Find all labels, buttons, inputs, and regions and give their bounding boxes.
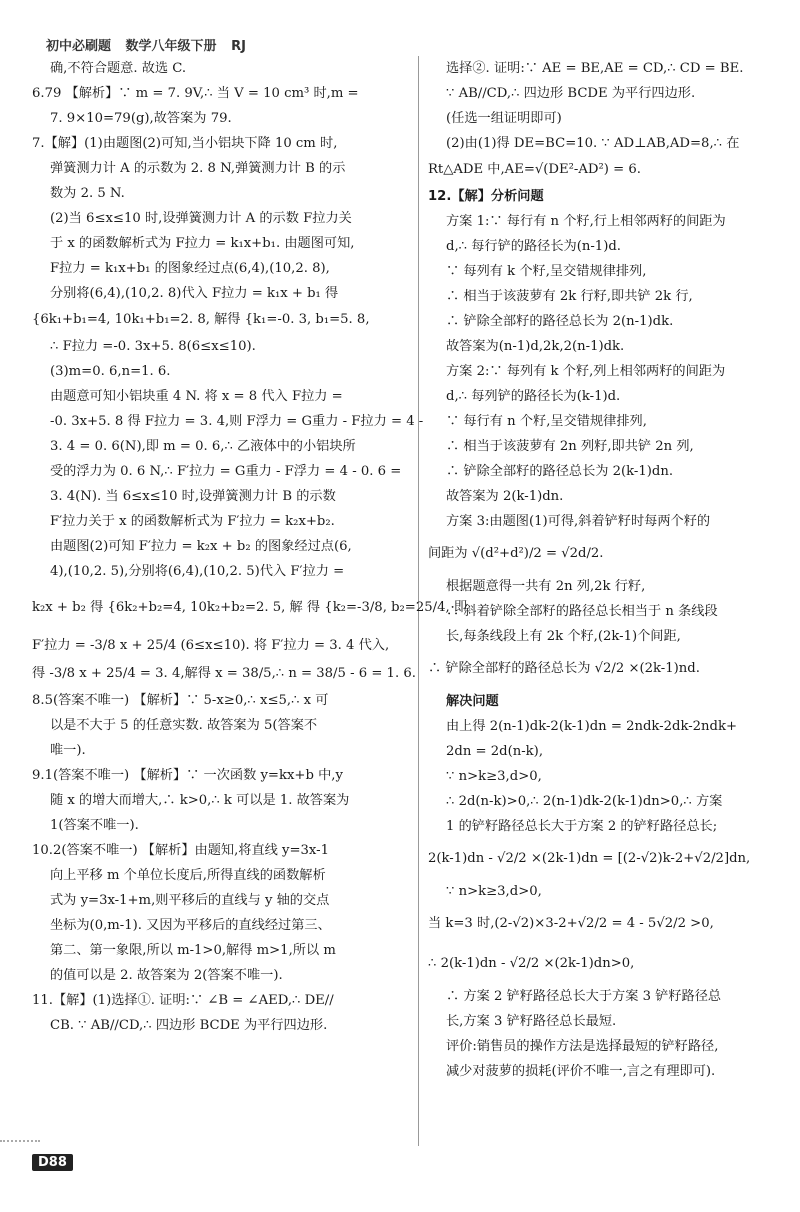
text-line: 长,方案 3 铲籽路径总长最短. — [446, 1014, 617, 1029]
text-line: 数为 2. 5 N. — [50, 186, 125, 201]
text-line: F′拉力关于 x 的函数解析式为 F′拉力 = k₂x+b₂. — [50, 514, 335, 529]
text-line: 唯一). — [50, 743, 86, 758]
text-line: 向上平移 m 个单位长度后,所得直线的函数解析 — [50, 868, 326, 883]
text-line: 方案 1:∵ 每行有 n 个籽,行上相邻两籽的间距为 — [446, 214, 726, 229]
text-line: d,∴ 每列铲的路径长为(k-1)d. — [446, 389, 621, 404]
text-line: ∴ 斜着铲除全部籽的路径总长相当于 n 条线段 — [446, 604, 718, 619]
text-line: ∴ 铲除全部籽的路径总长为 2(n-1)dk. — [446, 314, 674, 329]
answer-7-line: 7.【解】(1)由题图(2)可知,当小铝块下降 10 cm 时, — [32, 136, 338, 151]
text-line: 以是不大于 5 的任意实数. 故答案为 5(答案不 — [50, 718, 318, 733]
text-line: 2dn = 2d(n-k), — [446, 744, 544, 759]
equation-system: k₂x + b₂ 得 {6k₂+b₂=4, 10k₂+b₂=2. 5, 解 得 {k₂=-3/8, b₂=25/4, 即 — [32, 600, 468, 615]
equation-system: {6k₁+b₁=4, 10k₁+b₁=2. 8, 解得 {k₁=-0. 3, b₁=5. 8, — [32, 312, 370, 327]
text-line: ∵ n>k≥3,d>0, — [446, 769, 542, 784]
text-line: 减少对菠萝的损耗(评价不唯一,言之有理即可). — [446, 1064, 716, 1079]
text-line: ∵ AB//CD,∴ 四边形 BCDE 为平行四边形. — [446, 86, 696, 101]
text-line: 3. 4 = 0. 6(N),即 m = 0. 6,∴ 乙液体中的小铝块所 — [50, 439, 356, 454]
text-line: -0. 3x+5. 8 得 F拉力 = 3. 4,则 F浮力 = G重力 - F拉力 = 4 - — [50, 414, 424, 429]
answer-8-line: 8.5(答案不唯一) 【解析】∵ 5-x≥0,∴ x≤5,∴ x 可 — [32, 693, 329, 708]
text-line: 选择②. 证明:∵ AE = BE,AE = CD,∴ CD = BE. — [446, 61, 744, 76]
text-line: 第二、第一象限,所以 m-1>0,解得 m>1,所以 m — [50, 943, 336, 958]
text-line: (2)由(1)得 DE=BC=10. ∵ AD⊥AB,AD=8,∴ 在 — [446, 136, 740, 151]
text-line: ∵ 每列有 k 个籽,呈交错规律排列, — [446, 264, 647, 279]
page-number: D88 — [32, 1154, 73, 1171]
text-line: 弹簧测力计 A 的示数为 2. 8 N,弹簧测力计 B 的示 — [50, 161, 346, 176]
text-line: 分别将(6,4),(10,2. 8)代入 F拉力 = k₁x + b₁ 得 — [50, 286, 339, 301]
text-line: ∴ 相当于该菠萝有 2k 行籽,即共铲 2k 行, — [446, 289, 693, 304]
edition-label: RJ — [231, 39, 246, 54]
text-line: 1(答案不唯一). — [50, 818, 139, 833]
solve-heading: 解决问题 — [446, 694, 499, 709]
page-footer — [32, 1150, 92, 1172]
text-line: 由题意可知小铝块重 4 N. 将 x = 8 代入 F拉力 = — [50, 389, 343, 404]
text-line: 式为 y=3x-1+m,则平移后的直线与 y 轴的交点 — [50, 893, 330, 908]
text-line: ∴ 铲除全部籽的路径总长为 √2/2 ×(2k-1)nd. — [428, 661, 700, 676]
subject-title: 数学八年级下册 — [125, 39, 217, 54]
text-line: 由上得 2(n-1)dk-2(k-1)dn = 2ndk-2dk-2ndk+ — [446, 719, 738, 734]
text-line: d,∴ 每行铲的路径长为(n-1)d. — [446, 239, 621, 254]
text-line: ∵ 每行有 n 个籽,呈交错规律排列, — [446, 414, 647, 429]
text-line: (3)m=0. 6,n=1. 6. — [50, 364, 171, 379]
text-line: 受的浮力为 0. 6 N,∴ F′拉力 = G重力 - F浮力 = 4 - 0. 6 = — [50, 464, 402, 479]
text-line: 确,不符合题意. 故选 C. — [50, 61, 187, 76]
text-line: ∴ 铲除全部籽的路径总长为 2(k-1)dn. — [446, 464, 674, 479]
text-line: ∴ 相当于该菠萝有 2n 列籽,即共铲 2n 列, — [446, 439, 694, 454]
answer-10-line: 10.2(答案不唯一) 【解析】由题知,将直线 y=3x-1 — [32, 843, 329, 858]
text-line: 间距为 √(d²+d²)/2 = √2d/2. — [428, 546, 604, 561]
text-line: 1 的铲籽路径总长大于方案 2 的铲籽路径总长; — [446, 819, 718, 834]
text-line: 由题图(2)可知 F′拉力 = k₂x + b₂ 的图象经过点(6, — [50, 539, 352, 554]
text-line: Rt△ADE 中,AE=√(DE²-AD²) = 6. — [428, 162, 641, 177]
text-line: 坐标为(0,m-1). 又因为平移后的直线经过第三、 — [50, 918, 331, 933]
text-line: 3. 4(N). 当 6≤x≤10 时,设弹簧测力计 B 的示数 — [50, 489, 336, 504]
answer-11-line: 11.【解】(1)选择①. 证明:∵ ∠B = ∠AED,∴ DE// — [32, 993, 334, 1008]
right-column — [428, 56, 774, 1084]
text-line: ∴ 2(k-1)dn - √2/2 ×(2k-1)dn>0, — [428, 956, 635, 971]
answer-6-line: 6.79 【解析】∵ m = 7. 9V,∴ 当 V = 10 cm³ 时,m = — [32, 86, 359, 101]
text-line: F拉力 = k₁x+b₁ 的图象经过点(6,4),(10,2. 8), — [50, 261, 330, 276]
text-line: ∴ F拉力 =-0. 3x+5. 8(6≤x≤10). — [50, 339, 256, 354]
text-line: 于 x 的函数解析式为 F拉力 = k₁x+b₁. 由题图可知, — [50, 236, 355, 251]
text-line: 方案 2:∵ 每列有 k 个籽,列上相邻两籽的间距为 — [446, 364, 726, 379]
text-line: (2)当 6≤x≤10 时,设弹簧测力计 A 的示数 F拉力关 — [50, 211, 352, 226]
text-line: 方案 3:由题图(1)可得,斜着铲籽时每两个籽的 — [446, 514, 711, 529]
text-line: 的值可以是 2. 故答案为 2(答案不唯一). — [50, 968, 283, 983]
text-line: (任选一组证明即可) — [446, 111, 562, 126]
text-line: ∴ 方案 2 铲籽路径总长大于方案 3 铲籽路径总 — [446, 989, 722, 1004]
text-line: 4),(10,2. 5),分别将(6,4),(10,2. 5)代入 F′拉力 = — [50, 564, 345, 579]
text-line: ∴ 2d(n-k)>0,∴ 2(n-1)dk-2(k-1)dn>0,∴ 方案 — [446, 794, 723, 809]
text-line: 得 -3/8 x + 25/4 = 3. 4,解得 x = 38/5,∴ n = 38/5 - 6 = 1. 6. — [32, 666, 416, 681]
answer-12-heading: 12.【解】分析问题 — [428, 189, 544, 204]
text-line: 故答案为 2(k-1)dn. — [446, 489, 564, 504]
text-line: 故答案为(n-1)d,2k,2(n-1)dk. — [446, 339, 625, 354]
text-line: 根据题意得一共有 2n 列,2k 行籽, — [446, 579, 646, 594]
text-line: ∵ n>k≥3,d>0, — [446, 884, 542, 899]
left-column — [32, 56, 468, 1038]
text-line: F′拉力 = -3/8 x + 25/4 (6≤x≤10). 将 F′拉力 = 3. 4 代入, — [32, 638, 390, 653]
footer-dots — [0, 1140, 40, 1142]
text-line: CB. ∵ AB//CD,∴ 四边形 BCDE 为平行四边形. — [50, 1018, 328, 1033]
text-line: 7. 9×10=79(g),故答案为 79. — [50, 111, 232, 126]
text-line: 当 k=3 时,(2-√2)×3-2+√2/2 = 4 - 5√2/2 >0, — [428, 916, 714, 931]
text-line: 随 x 的增大而增大,∴ k>0,∴ k 可以是 1. 故答案为 — [50, 793, 350, 808]
answer-9-line: 9.1(答案不唯一) 【解析】∵ 一次函数 y=kx+b 中,y — [32, 768, 343, 783]
text-line: 2(k-1)dn - √2/2 ×(2k-1)dn = [(2-√2)k-2+√2/2]dn, — [428, 851, 751, 866]
text-line: 评价:销售员的操作方法是选择最短的铲籽路径, — [446, 1039, 719, 1054]
text-line: 长,每条线段上有 2k 个籽,(2k-1)个间距, — [446, 629, 681, 644]
book-title: 初中必刷题 — [46, 39, 112, 54]
